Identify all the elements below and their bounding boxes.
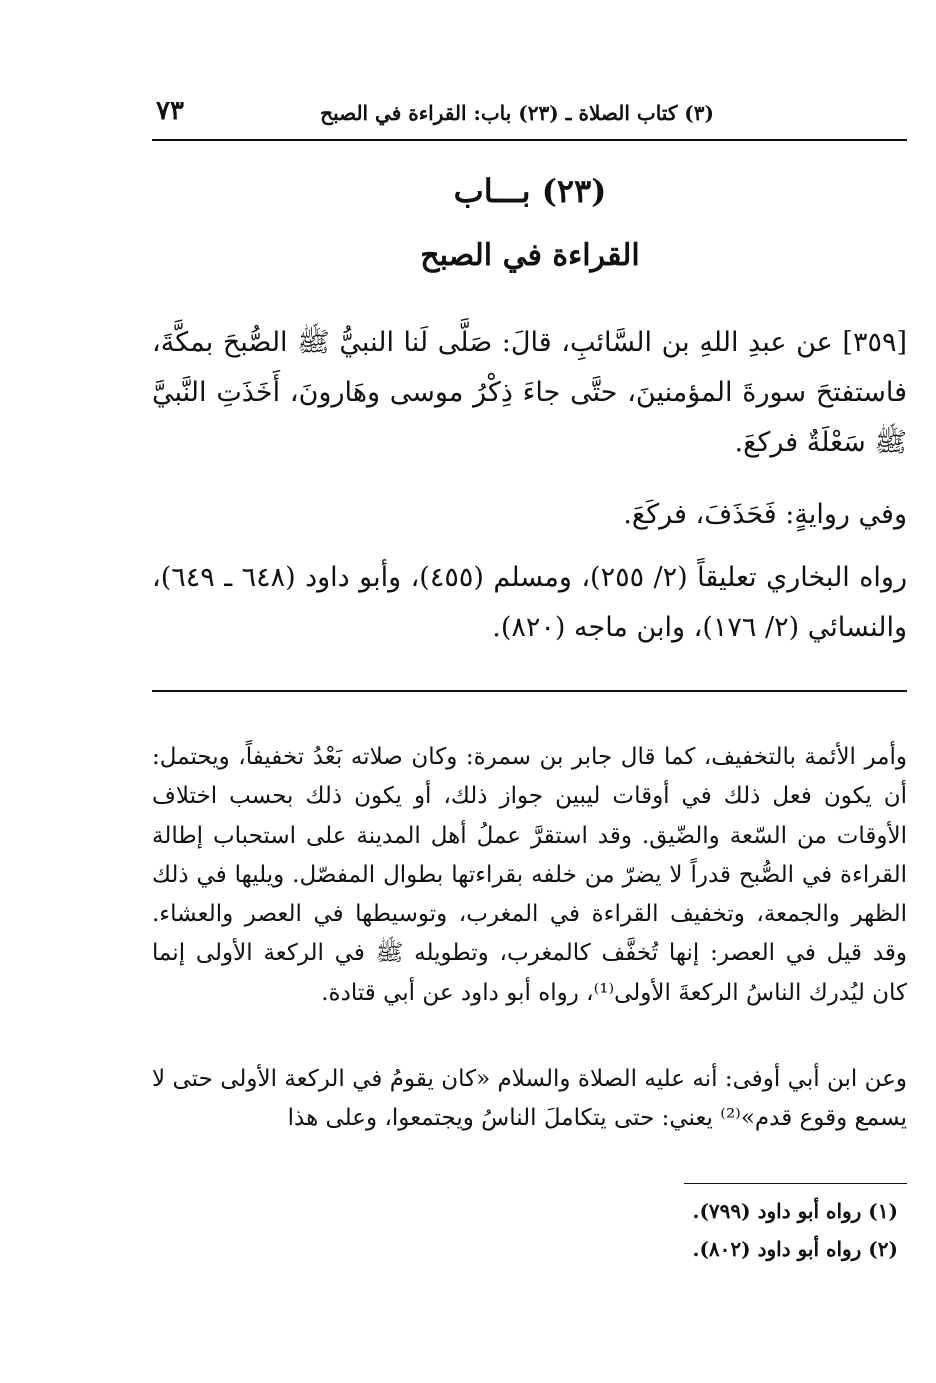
hadith-variant: وفي روايةٍ: فَحَذَفَ، فركَعَ. xyxy=(623,499,907,530)
footnote-divider xyxy=(684,1183,907,1184)
chapter-title: القراءة في الصبح xyxy=(420,238,640,273)
running-header-title: (٣) كتاب الصلاة ـ (٢٣) باب: القراءة في الصبح xyxy=(320,101,714,125)
commentary-paragraph: وعن ابن أبي أوفى: أنه عليه الصلاة والسلام «كان يقومُ في الركعة الأولى حتى لا يسمع وقوع قدم»⁽²⁾ يعني: حتى يتكاملَ الناسُ ويجتمعوا، وعلى هذا xyxy=(152,1066,907,1132)
hadith-text: [٣٥٩] عن عبدِ اللهِ بن السَّائبِ، قالَ: صَلَّى لَنا النبيُّ ﷺ الصُّبحَ بمكَّةَ، فاستفتحَ سورةَ المؤمنينَ، حتَّى جاءَ ذِكْرُ موسى وهَارونَ، أَخَذَتِ النَّبيَّ ﷺ سَعْلَةٌ فركعَ. xyxy=(152,327,907,458)
section-divider xyxy=(152,690,907,692)
footnote: (١) رواه أبو داود (٧٩٩). xyxy=(692,1199,898,1223)
commentary-paragraph: وأمر الأئمة بالتخفيف، كما قال جابر بن سمرة: وكان صلاته بَعْدُ تخفيفاً، ويحتمل: أن يكون فعل ذلك في أوقات ليبين جواز ذلك، أو يكون ذلك بحسب اختلاف الأوقات من السّعة والضّيق. وقد استقرَّ عملُ أهل المدينة على استحباب إطالة القراءة في الصُّبح قدراً لا يضرّ من خلفه بقراءتها بطوال المفصّل. ويليها في ذلك الظهر والجمعة، وتخفيف القراءة في المغرب، وتوسيطها في العصر والعشاء. وقد قيل في العصر: إنها تُخفَّف كالمغرب، وتطويله ﷺ في الركعة الأولى إنما كان ليُدرك الناسُ الركعةَ الأولى⁽¹⁾، رواه أبو داود عن أبي قتادة. xyxy=(152,744,907,1006)
page-number: ٧٣ xyxy=(156,96,184,126)
header-rule xyxy=(152,139,907,141)
hadith-takhrij: رواه البخاري تعليقاً (٢/ ٢٥٥)، ومسلم (٤٥٥)، وأبو داود (٦٤٨ ـ ٦٤٩)، والنسائي (٢/ ١٧٦)، وابن ماجه (٨٢٠). xyxy=(152,562,907,643)
footnote: (٢) رواه أبو داود (٨٠٢). xyxy=(692,1237,898,1261)
chapter-number: (٢٣) بـــاب xyxy=(453,172,607,210)
